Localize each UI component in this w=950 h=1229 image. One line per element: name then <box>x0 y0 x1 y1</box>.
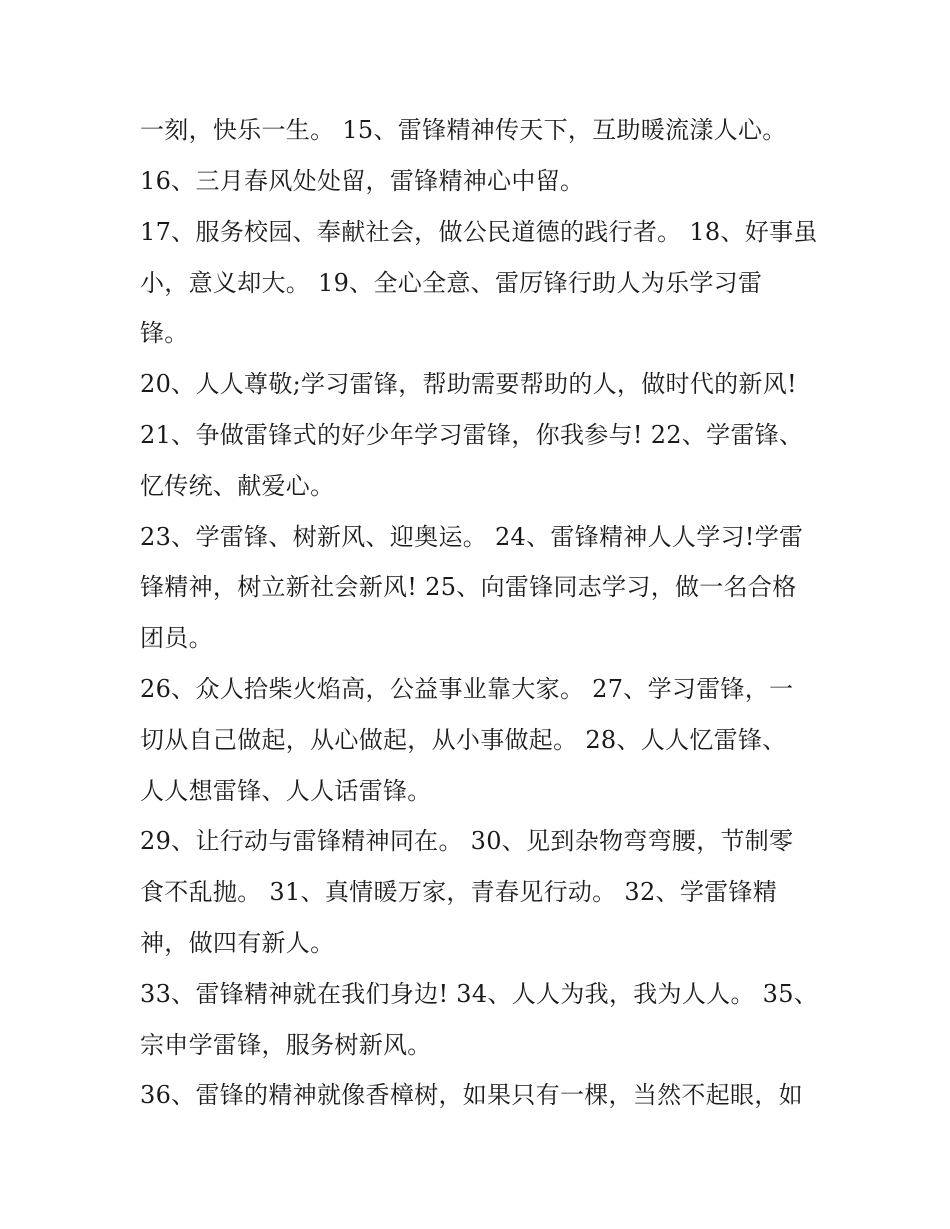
text-line: 33、雷锋精神就在我们身边! 34、人人为我，我为人人。 35、 <box>140 980 819 1008</box>
text-line: 食不乱抛。 31、真情暖万家，青春见行动。 32、学雷锋精 <box>140 878 778 906</box>
text-line: 切从自己做起，从心做起，从小事做起。 28、人人忆雷锋、 <box>140 726 787 754</box>
text-line: 29、让行动与雷锋精神同在。 30、见到杂物弯弯腰，节制零 <box>140 827 794 855</box>
text-line: 团员。 <box>140 624 213 652</box>
text-line: 锋精神，树立新社会新风! 25、向雷锋同志学习，做一名合格 <box>140 573 797 601</box>
text-line: 小，意义却大。 19、全心全意、雷厉锋行助人为乐学习雷 <box>140 269 763 297</box>
text-line: 36、雷锋的精神就像香樟树，如果只有一棵，当然不起眼，如 <box>140 1081 803 1109</box>
text-line: 26、众人拾柴火焰高，公益事业靠大家。 27、学习雷锋，一 <box>140 675 794 703</box>
text-line: 20、人人尊敬;学习雷锋，帮助需要帮助的人，做时代的新风! <box>140 370 797 398</box>
text-line: 宗申学雷锋，服务树新风。 <box>140 1031 432 1059</box>
text-line: 人人想雷锋、人人话雷锋。 <box>140 777 432 805</box>
text-line: 21、争做雷锋式的好少年学习雷锋，你我参与! 22、学雷锋、 <box>140 421 804 449</box>
text-line: 一刻，快乐一生。 15、雷锋精神传天下，互助暖流漾人心。 <box>140 116 787 144</box>
text-line: 锋。 <box>140 319 189 347</box>
text-line: 16、三月春风处处留，雷锋精神心中留。 <box>140 167 585 195</box>
text-line: 神，做四有新人。 <box>140 929 335 957</box>
text-line: 23、学雷锋、树新风、迎奥运。 24、雷锋精神人人学习!学雷 <box>140 523 804 551</box>
text-line: 忆传统、献爱心。 <box>140 472 335 500</box>
text-line: 17、服务校园、奉献社会，做公民道德的践行者。 18、好事虽 <box>140 218 818 246</box>
